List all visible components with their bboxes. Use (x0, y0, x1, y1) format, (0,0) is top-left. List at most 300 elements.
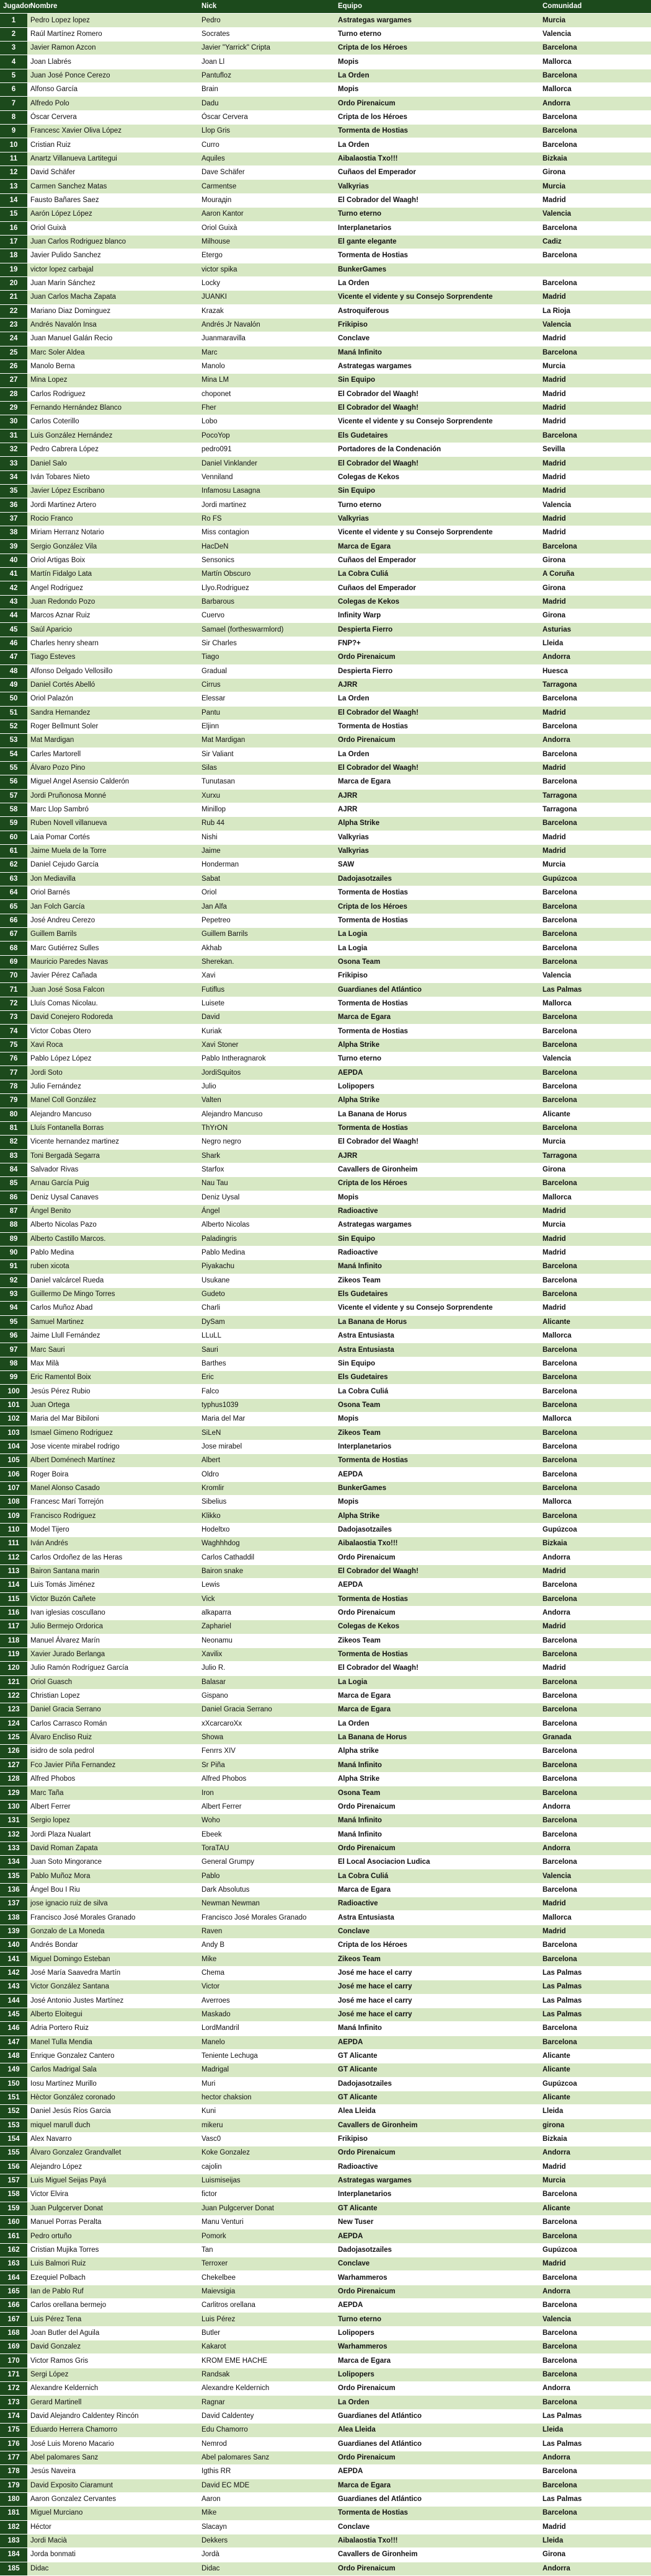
player-nick: Kakarot (198, 2340, 335, 2354)
player-number: 165 (0, 2285, 27, 2298)
table-row (0, 1025, 651, 1038)
table-row (0, 1773, 651, 1786)
player-region: Madrid (539, 415, 651, 429)
player-region: Mallorca (539, 1191, 651, 1204)
player-name: Iosu Martínez Murillo (27, 2077, 198, 2091)
player-team: Marca de Egara (335, 1703, 539, 1717)
player-region: Barcelona (539, 1939, 651, 1952)
player-team: Zikeos Team (335, 1952, 539, 1966)
player-number: 32 (0, 443, 27, 457)
player-name: Roger Boira (27, 1468, 198, 1481)
player-region: Valencia (539, 208, 651, 221)
player-number: 185 (0, 2562, 27, 2575)
player-name: David Conejero Rodoreda (27, 1011, 198, 1025)
player-number: 10 (0, 138, 27, 152)
player-nick: Minillop (198, 803, 335, 816)
table-row (0, 526, 651, 540)
player-team: Lolipopers (335, 2326, 539, 2340)
player-number: 61 (0, 844, 27, 858)
player-name: David Gonzalez (27, 2340, 198, 2354)
table-row (0, 1551, 651, 1564)
player-number: 124 (0, 1717, 27, 1731)
player-number: 28 (0, 387, 27, 401)
table-row (0, 664, 651, 678)
player-nick: Maria del Mar (198, 1413, 335, 1426)
table-row (0, 1052, 651, 1066)
player-region: Barcelona (539, 1634, 651, 1647)
player-region: Murcia (539, 14, 651, 27)
table-row (0, 2132, 651, 2146)
player-region: Barcelona (539, 720, 651, 733)
player-nick: fictor (198, 2188, 335, 2202)
player-nick: Dark Absolutus (198, 1883, 335, 1897)
player-team: AJRR (335, 803, 539, 816)
table-row (0, 14, 651, 27)
player-region: Barcelona (539, 1509, 651, 1523)
player-name: Jose vicente mirabel rodrigo (27, 1440, 198, 1453)
player-number: 20 (0, 276, 27, 290)
player-name: Saúl Aparicio (27, 623, 198, 637)
player-region: Valencia (539, 1052, 651, 1066)
player-number: 132 (0, 1828, 27, 1842)
table-row (0, 2091, 651, 2104)
player-nick: Silas (198, 761, 335, 775)
table-row (0, 2479, 651, 2492)
player-number: 117 (0, 1620, 27, 1634)
table-row (0, 374, 651, 387)
player-nick: Balasar (198, 1675, 335, 1689)
player-name: Jordi Soto (27, 1066, 198, 1080)
player-name: Salvador Rivas (27, 1163, 198, 1176)
table-row (0, 568, 651, 581)
player-name: Pablo Medina (27, 1246, 198, 1259)
player-region: Lleida (539, 637, 651, 650)
player-number: 116 (0, 1606, 27, 1620)
player-number: 141 (0, 1952, 27, 1966)
player-team: Astrategas wargames (335, 14, 539, 27)
player-team: Tormenta de Hostias (335, 1592, 539, 1606)
table-row (0, 997, 651, 1010)
table-row (0, 2036, 651, 2049)
player-number: 25 (0, 346, 27, 359)
player-region: Andorra (539, 97, 651, 110)
player-nick: Samael (fortheswarmlord) (198, 623, 335, 637)
player-number: 139 (0, 1925, 27, 1938)
player-number: 36 (0, 498, 27, 512)
table-row (0, 1136, 651, 1149)
table-row (0, 401, 651, 415)
table-row (0, 1011, 651, 1025)
player-nick: Sherekan. (198, 955, 335, 969)
table-row (0, 1274, 651, 1287)
player-team: Guardianes del Atlántico (335, 983, 539, 997)
player-region: Madrid (539, 761, 651, 775)
player-region: Barcelona (539, 110, 651, 124)
table-row (0, 166, 651, 180)
player-number: 111 (0, 1537, 27, 1551)
player-region: Andorra (539, 734, 651, 748)
player-name: Victor González Santana (27, 1980, 198, 1994)
player-nick: Hodeltxo (198, 1523, 335, 1537)
player-region: Mallorca (539, 1911, 651, 1925)
player-number: 184 (0, 2548, 27, 2562)
player-number: 98 (0, 1357, 27, 1370)
header-nick: Nick (198, 0, 335, 14)
player-team: Ordo Pirenaicum (335, 1606, 539, 1620)
player-number: 33 (0, 457, 27, 470)
player-region: Gupúzcoa (539, 2243, 651, 2257)
player-team: Sin Equipo (335, 374, 539, 387)
table-row (0, 2368, 651, 2381)
player-region: La Rioja (539, 304, 651, 318)
player-number: 143 (0, 1980, 27, 1994)
table-row (0, 734, 651, 748)
player-name: Alfred Phobos (27, 1773, 198, 1786)
player-name: Daniel valcárcel Rueda (27, 1274, 198, 1287)
player-number: 173 (0, 2396, 27, 2409)
table-row (0, 1994, 651, 2008)
table-row (0, 1163, 651, 1176)
player-name: Victor Cobas Otero (27, 1025, 198, 1038)
player-name: Alberto Nicolas Pazo (27, 1219, 198, 1232)
player-nick: Fher (198, 401, 335, 415)
player-team: La Logia (335, 942, 539, 955)
player-name: Iván Tobares Nieto (27, 470, 198, 484)
player-name: Manel Coll González (27, 1094, 198, 1108)
player-region: Girona (539, 2548, 651, 2562)
player-nick: Igthis RR (198, 2465, 335, 2479)
player-name: Javier Pulido Sanchez (27, 249, 198, 263)
player-region: Alicante (539, 2202, 651, 2215)
player-name: Miguel Murciano (27, 2507, 198, 2520)
player-team: Ordo Pirenaicum (335, 2451, 539, 2464)
player-nick: Alberto Nicolas (198, 1219, 335, 1232)
player-number: 15 (0, 208, 27, 221)
player-name: Anartz Villanueva Lartitegui (27, 152, 198, 165)
player-name: Álvaro Encliso Ruiz (27, 1731, 198, 1744)
player-number: 164 (0, 2271, 27, 2285)
player-name: Guillermo De Mingo Torres (27, 1287, 198, 1301)
player-region: Barcelona (539, 2354, 651, 2368)
player-nick: HacDeN (198, 540, 335, 554)
table-row (0, 2520, 651, 2534)
player-team: Radioactive (335, 2160, 539, 2174)
player-number: 48 (0, 664, 27, 678)
player-region: Barcelona (539, 775, 651, 789)
player-nick: DySam (198, 1315, 335, 1329)
player-region: Las Palmas (539, 2008, 651, 2021)
player-nick: Woho (198, 1814, 335, 1828)
player-region: Girona (539, 166, 651, 180)
player-team: Warhammeros (335, 2340, 539, 2354)
player-nick: Jaime (198, 844, 335, 858)
table-row (0, 678, 651, 692)
table-row (0, 2022, 651, 2036)
player-team: El Local Asociacion Ludica (335, 1856, 539, 1869)
player-number: 101 (0, 1398, 27, 1412)
player-nick: Butler (198, 2326, 335, 2340)
player-name: Bairon Santana marin (27, 1564, 198, 1578)
table-row (0, 1814, 651, 1828)
table-row (0, 1080, 651, 1093)
player-team: Turno eterno (335, 2313, 539, 2326)
table-body (0, 14, 651, 2576)
player-number: 161 (0, 2230, 27, 2243)
player-name: Fernando Hernández Blanco (27, 401, 198, 415)
player-name: Jesús Naveira (27, 2465, 198, 2479)
player-number: 86 (0, 1191, 27, 1204)
player-name: José Andreu Cerezo (27, 914, 198, 927)
player-team: Guardianes del Atlántico (335, 2437, 539, 2451)
player-nick: Tan (198, 2243, 335, 2257)
player-number: 1 (0, 14, 27, 27)
player-team: El Cobrador del Waagh! (335, 706, 539, 720)
table-row (0, 55, 651, 69)
table-row (0, 831, 651, 844)
player-team: Maná Infinito (335, 1758, 539, 1772)
player-region: Madrid (539, 844, 651, 858)
table-row (0, 415, 651, 429)
player-team: El Cobrador del Waagh! (335, 457, 539, 470)
table-row (0, 429, 651, 443)
player-number: 114 (0, 1579, 27, 1592)
player-name: Adria Portero Ruiz (27, 2022, 198, 2036)
player-name: José Luis Moreno Macario (27, 2437, 198, 2451)
player-number: 107 (0, 1481, 27, 1495)
player-nick: Paladingris (198, 1232, 335, 1246)
player-region: Barcelona (539, 1121, 651, 1135)
table-row (0, 540, 651, 554)
table-row (0, 914, 651, 927)
player-name: Christian Lopez (27, 1689, 198, 1703)
player-number: 7 (0, 97, 27, 110)
player-number: 138 (0, 1911, 27, 1925)
table-row (0, 2146, 651, 2160)
player-region: Madrid (539, 387, 651, 401)
player-number: 151 (0, 2091, 27, 2104)
player-number: 182 (0, 2520, 27, 2534)
player-name: Victor Ramos Gris (27, 2354, 198, 2368)
player-name: Carlos Madrigal Sala (27, 2063, 198, 2077)
player-number: 37 (0, 512, 27, 526)
player-team: Vicente el vidente y su Consejo Sorprendente (335, 526, 539, 540)
player-nick: Maskado (198, 2008, 335, 2021)
player-region: Valencia (539, 969, 651, 983)
player-team: Marca de Egara (335, 1011, 539, 1025)
player-team: Aibalaostia Txo!!! (335, 152, 539, 165)
player-nick: Infamosu Lasagna (198, 485, 335, 498)
player-nick: Alejandro Mancuso (198, 1108, 335, 1121)
player-team: Astra Entusiasta (335, 1343, 539, 1357)
player-name: Alexandre Keldernich (27, 2382, 198, 2396)
player-name: jose ignacio ruiz de silva (27, 1897, 198, 1911)
player-number: 128 (0, 1773, 27, 1786)
player-nick: Pantu (198, 706, 335, 720)
player-team: Tormenta de Hostias (335, 1025, 539, 1038)
player-number: 47 (0, 651, 27, 664)
player-team: Tormenta de Hostias (335, 2507, 539, 2520)
player-number: 103 (0, 1426, 27, 1440)
table-row (0, 2008, 651, 2021)
player-nick: Randsak (198, 2368, 335, 2381)
player-region: Barcelona (539, 1066, 651, 1080)
player-nick: Lobo (198, 415, 335, 429)
table-row (0, 1842, 651, 1855)
player-region: Gupúzcoa (539, 2077, 651, 2091)
player-number: 93 (0, 1287, 27, 1301)
player-nick: JUANKI (198, 291, 335, 304)
player-nick: ToraTAU (198, 1842, 335, 1855)
table-row (0, 443, 651, 457)
player-team: Despierta Fierro (335, 623, 539, 637)
player-nick: Albert (198, 1454, 335, 1468)
player-number: 78 (0, 1080, 27, 1093)
player-number: 75 (0, 1038, 27, 1052)
player-region: Andorra (539, 1606, 651, 1620)
player-nick: Juanmaravilla (198, 332, 335, 346)
player-number: 5 (0, 69, 27, 82)
player-number: 58 (0, 803, 27, 816)
player-name: Manuel Porras Peralta (27, 2216, 198, 2230)
player-number: 55 (0, 761, 27, 775)
player-name: Alfredo Polo (27, 97, 198, 110)
player-team: Alpha Strike (335, 817, 539, 831)
player-name: David Exposito Ciaramunt (27, 2479, 198, 2492)
player-name: Alberto Castillo Marcos. (27, 1232, 198, 1246)
player-nick: pedro091 (198, 443, 335, 457)
table-row (0, 900, 651, 914)
table-row (0, 276, 651, 290)
table-row (0, 942, 651, 955)
player-number: 62 (0, 858, 27, 872)
player-name: Toni Bergadà Segarra (27, 1149, 198, 1163)
player-name: Model Tijero (27, 1523, 198, 1537)
player-number: 77 (0, 1066, 27, 1080)
player-number: 42 (0, 581, 27, 595)
player-region: Bizkaia (539, 152, 651, 165)
player-number: 84 (0, 1163, 27, 1176)
player-nick: Dave Schäfer (198, 166, 335, 180)
player-nick: Barthes (198, 1357, 335, 1370)
table-row (0, 1246, 651, 1259)
player-team: Guardianes del Atlántico (335, 2492, 539, 2506)
player-name: Carlos Ordoñez de las Heras (27, 1551, 198, 1564)
player-name: Manel Tulla Mendia (27, 2036, 198, 2049)
player-nick: Mike (198, 1952, 335, 1966)
player-nick: Joan Ll (198, 55, 335, 69)
table-row (0, 748, 651, 761)
player-name: Ivan iglesias coscullano (27, 1606, 198, 1620)
player-number: 102 (0, 1413, 27, 1426)
player-region: Barcelona (539, 1758, 651, 1772)
player-team: La Orden (335, 1717, 539, 1731)
table-row (0, 2340, 651, 2354)
table-row (0, 1330, 651, 1343)
player-region: Andorra (539, 2285, 651, 2298)
player-nick: Alfred Phobos (198, 1773, 335, 1786)
player-team: El Cobrador del Waagh! (335, 193, 539, 207)
table-row (0, 761, 651, 775)
player-name: Jaime Muela de la Torre (27, 844, 198, 858)
player-team: Interplanetarios (335, 1440, 539, 1453)
player-name: David Alejandro Caldentey Rincón (27, 2409, 198, 2423)
player-nick: Julio (198, 1080, 335, 1093)
player-name: Juan Manuel Galán Recio (27, 332, 198, 346)
table-row (0, 69, 651, 82)
table-row (0, 1703, 651, 1717)
player-number: 29 (0, 401, 27, 415)
player-number: 156 (0, 2160, 27, 2174)
player-region: Barcelona (539, 1440, 651, 1453)
player-team: José me hace el carry (335, 1966, 539, 1980)
player-region: Lleida (539, 2534, 651, 2547)
player-number: 39 (0, 540, 27, 554)
player-team: Maná Infinito (335, 2022, 539, 2036)
table-row (0, 955, 651, 969)
player-number: 125 (0, 1731, 27, 1744)
player-team: Tormenta de Hostias (335, 1647, 539, 1661)
player-team: Frikipiso (335, 2132, 539, 2146)
player-region: Tarragona (539, 803, 651, 816)
player-team: Alpha Strike (335, 1509, 539, 1523)
table-row (0, 1911, 651, 1925)
player-name: Ezequiel Polbach (27, 2271, 198, 2285)
player-name: Francesc Xavier Oliva López (27, 125, 198, 138)
player-region: Barcelona (539, 1025, 651, 1038)
player-region: Barcelona (539, 1468, 651, 1481)
player-number: 137 (0, 1897, 27, 1911)
table-row (0, 1398, 651, 1412)
player-region: Las Palmas (539, 983, 651, 997)
player-nick: Honderman (198, 858, 335, 872)
player-name: Daniel Salo (27, 457, 198, 470)
player-region: Barcelona (539, 955, 651, 969)
player-name: Jaime Llull Fernández (27, 1330, 198, 1343)
player-nick: Gradual (198, 664, 335, 678)
player-number: 82 (0, 1136, 27, 1149)
player-name: Miguel Angel Asensio Calderón (27, 775, 198, 789)
player-region: Barcelona (539, 2465, 651, 2479)
player-region: girona (539, 2119, 651, 2132)
player-region: Barcelona (539, 1579, 651, 1592)
player-number: 145 (0, 2008, 27, 2021)
player-region: Mallorca (539, 997, 651, 1010)
player-name: Gerard Martinell (27, 2396, 198, 2409)
player-nick: Vick (198, 1592, 335, 1606)
player-team: Astrategas wargames (335, 1219, 539, 1232)
player-team: Mopis (335, 83, 539, 97)
table-row (0, 318, 651, 332)
table-row (0, 720, 651, 733)
player-team: Ordo Pirenaicum (335, 2382, 539, 2396)
player-number: 49 (0, 678, 27, 692)
player-team: Dadojasotzailes (335, 2077, 539, 2091)
player-name: Aarón López López (27, 208, 198, 221)
player-team: Despierta Fierro (335, 664, 539, 678)
player-number: 183 (0, 2534, 27, 2547)
player-team: Dadojasotzailes (335, 2243, 539, 2257)
player-number: 68 (0, 942, 27, 955)
player-number: 63 (0, 872, 27, 886)
player-number: 43 (0, 595, 27, 609)
player-number: 34 (0, 470, 27, 484)
player-region: Barcelona (539, 125, 651, 138)
player-region: Barcelona (539, 276, 651, 290)
player-team: El Cobrador del Waagh! (335, 387, 539, 401)
table-row (0, 152, 651, 165)
player-region: Barcelona (539, 1717, 651, 1731)
player-name: Francisco Rodriguez (27, 1509, 198, 1523)
